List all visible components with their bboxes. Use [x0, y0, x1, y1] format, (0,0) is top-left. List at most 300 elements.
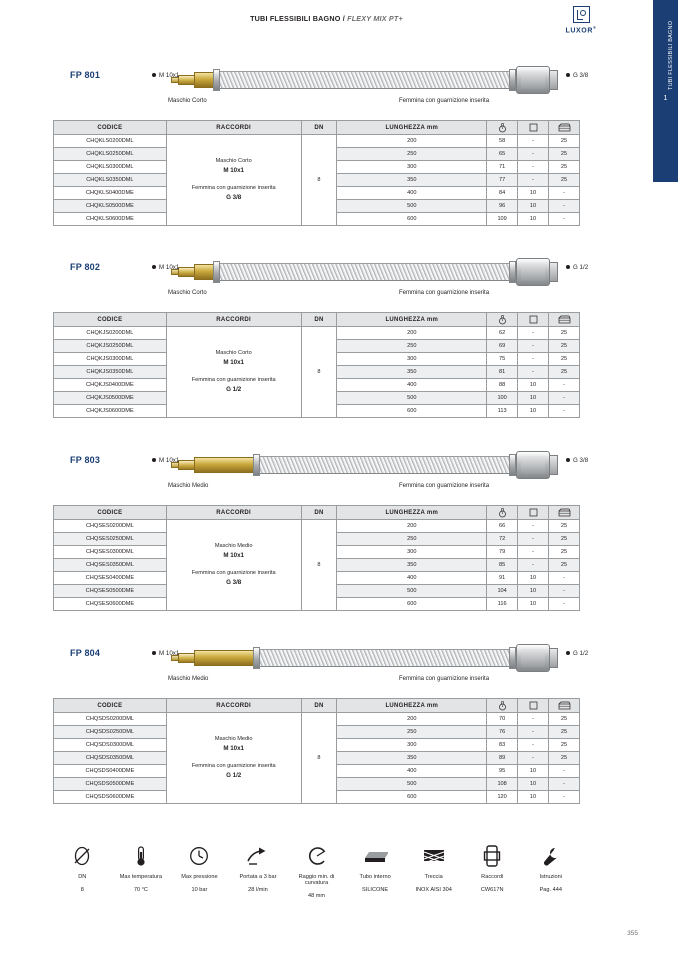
logo-mark-icon — [573, 6, 590, 23]
th-pressure-gauge-icon — [487, 699, 518, 713]
caption-right: Femmina con guarnizione inserita — [399, 98, 490, 104]
th-codice: CODICE — [54, 699, 167, 713]
cell-package: 25 — [549, 161, 580, 174]
caption-right: Femmina con guarnizione inserita — [399, 290, 490, 296]
cell-codice: CHQSES0400DME — [54, 572, 167, 585]
th-box-icon — [518, 699, 549, 713]
spec-label: Raccordi — [481, 874, 504, 880]
thread-right — [566, 650, 588, 657]
collar-right — [509, 261, 516, 283]
cell-codice: CHQKJS0600DME — [54, 405, 167, 418]
cell-package: 25 — [549, 366, 580, 379]
cell-package: - — [549, 778, 580, 791]
cell-lunghezza: 500 — [337, 585, 487, 598]
cell-codice: CHQSES0500DME — [54, 585, 167, 598]
logo-wordmark — [557, 25, 605, 34]
section-tab-label: TUBI FLESSIBILI BAGNO — [668, 20, 674, 90]
table-header-row — [54, 313, 580, 327]
cell-lunghezza: 250 — [337, 148, 487, 161]
female-nut — [516, 66, 550, 94]
table-header-row — [54, 699, 580, 713]
cell-package: 25 — [549, 546, 580, 559]
cell-codice: CHQSES0200DML — [54, 520, 167, 533]
raccordi-line2: M 10x1 — [223, 552, 244, 560]
cell-box: - — [518, 174, 549, 187]
cell-codice: CHQSES0250DML — [54, 533, 167, 546]
cell-pressure: 91 — [487, 572, 518, 585]
cell-raccordi — [166, 135, 301, 226]
cell-box: - — [518, 161, 549, 174]
flow-rate-icon — [229, 845, 288, 871]
braid-icon — [404, 845, 463, 871]
thread-left-label: M 10x1 — [159, 650, 180, 657]
thread-right-label: G 1/2 — [573, 650, 589, 657]
cell-codice: CHQKLS0250DML — [54, 148, 167, 161]
spec-value: 70 °C — [133, 887, 148, 893]
th-raccordi: RACCORDI — [166, 121, 301, 135]
raccordi-line1: Maschio Corto — [215, 158, 252, 165]
cell-lunghezza: 350 — [337, 366, 487, 379]
cell-box: 10 — [518, 187, 549, 200]
cell-codice: CHQKJS0250DML — [54, 340, 167, 353]
cell-dn: 8 — [301, 520, 337, 611]
cell-codice: CHQKLS0300DML — [54, 161, 167, 174]
cell-pressure: 108 — [487, 778, 518, 791]
cell-package: 25 — [549, 739, 580, 752]
th-codice: CODICE — [54, 313, 167, 327]
cell-codice: CHQSES0350DML — [54, 559, 167, 572]
cell-codice: CHQKLS0500DME — [54, 200, 167, 213]
cell-lunghezza: 350 — [337, 559, 487, 572]
thread-right — [566, 72, 588, 79]
cell-package: 25 — [549, 174, 580, 187]
bullet-icon — [152, 265, 156, 269]
cell-box: - — [518, 353, 549, 366]
cell-package: 25 — [549, 327, 580, 340]
cell-box: 10 — [518, 765, 549, 778]
manometer-icon — [170, 845, 229, 871]
cell-package: - — [549, 765, 580, 778]
product-illustration — [150, 60, 560, 100]
cell-codice: CHQKLS0200DML — [54, 135, 167, 148]
section-tab — [653, 0, 678, 182]
raccordi-line3: Femmina con guarnizione inserita — [191, 570, 276, 577]
cell-package: 25 — [549, 520, 580, 533]
bullet-icon — [152, 651, 156, 655]
spec-item-flow-rate — [229, 845, 288, 899]
thread-left — [152, 264, 179, 271]
collar-right — [509, 454, 516, 476]
bullet-icon — [152, 458, 156, 462]
cell-box: 10 — [518, 200, 549, 213]
braided-hose — [260, 456, 512, 474]
cell-package: - — [549, 213, 580, 226]
spec-table — [53, 312, 580, 418]
spec-item-dn — [53, 845, 112, 899]
cell-package: - — [549, 585, 580, 598]
raccordi-line4: G 3/8 — [226, 193, 242, 201]
table-row — [54, 135, 580, 148]
product-illustration — [150, 252, 560, 292]
cell-box: - — [518, 546, 549, 559]
bend-radius-icon — [287, 845, 346, 871]
spec-label: Max pressione — [181, 874, 218, 880]
cell-box: - — [518, 327, 549, 340]
cell-box: 10 — [518, 598, 549, 611]
cell-pressure: 83 — [487, 739, 518, 752]
th-codice: CODICE — [54, 506, 167, 520]
cell-pressure: 76 — [487, 726, 518, 739]
cell-box: - — [518, 366, 549, 379]
cell-box: 10 — [518, 405, 549, 418]
th-lunghezza: LUNGHEZZA mm — [337, 506, 487, 520]
caption-left: Maschio Corto — [168, 98, 207, 104]
cell-box: - — [518, 148, 549, 161]
brand-logo — [557, 6, 605, 40]
cell-package: - — [549, 392, 580, 405]
cell-codice: CHQSDS0600DME — [54, 791, 167, 804]
cell-box: 10 — [518, 213, 549, 226]
table-header-row — [54, 121, 580, 135]
th-box-icon — [518, 506, 549, 520]
cell-lunghezza: 500 — [337, 200, 487, 213]
cell-pressure: 96 — [487, 200, 518, 213]
nut-end — [549, 70, 558, 90]
raccordi-line4: G 1/2 — [226, 385, 242, 393]
spec-table — [53, 505, 580, 611]
cell-codice: CHQKLS0350DML — [54, 174, 167, 187]
cell-box: 10 — [518, 791, 549, 804]
th-dn: DN — [301, 121, 337, 135]
thread-left-label: M 10x1 — [159, 72, 180, 79]
th-codice: CODICE — [54, 121, 167, 135]
cell-pressure: 71 — [487, 161, 518, 174]
thermometer-icon — [112, 845, 171, 871]
cell-raccordi — [166, 713, 301, 804]
cell-lunghezza: 250 — [337, 533, 487, 546]
product-code: FP 801 — [70, 70, 101, 80]
raccordi-line2: M 10x1 — [223, 745, 244, 753]
spec-label: Tubo interno — [359, 874, 391, 880]
cell-codice: CHQSDS0250DML — [54, 726, 167, 739]
cell-pressure: 70 — [487, 713, 518, 726]
brass-fitting — [194, 650, 260, 666]
th-raccordi: RACCORDI — [166, 313, 301, 327]
cell-pressure: 79 — [487, 546, 518, 559]
raccordi-line1: Maschio Medio — [214, 736, 253, 743]
cell-lunghezza: 200 — [337, 520, 487, 533]
th-box-icon — [518, 121, 549, 135]
cell-box: - — [518, 135, 549, 148]
cell-box: - — [518, 713, 549, 726]
cell-pressure: 100 — [487, 392, 518, 405]
cell-codice: CHQKJS0200DML — [54, 327, 167, 340]
cell-package: - — [549, 791, 580, 804]
female-nut — [516, 644, 550, 672]
page-title-sep: / — [340, 14, 348, 23]
cell-dn: 8 — [301, 135, 337, 226]
cell-pressure: 95 — [487, 765, 518, 778]
cell-lunghezza: 500 — [337, 778, 487, 791]
spec-table — [53, 698, 580, 804]
cell-pressure: 65 — [487, 148, 518, 161]
braided-hose — [260, 649, 512, 667]
spec-label: Raggio min. di curvatura — [298, 874, 335, 886]
thread-left-label: M 10x1 — [159, 457, 180, 464]
th-package-icon — [549, 699, 580, 713]
raccordi-line1: Maschio Corto — [215, 350, 252, 357]
th-dn: DN — [301, 313, 337, 327]
cell-lunghezza: 600 — [337, 791, 487, 804]
table-row — [54, 520, 580, 533]
cell-box: - — [518, 739, 549, 752]
nut-end — [549, 648, 558, 668]
raccordi-line4: G 1/2 — [226, 771, 242, 779]
cell-box: - — [518, 533, 549, 546]
spec-label: Max temperatura — [119, 874, 162, 880]
table-header-row — [54, 506, 580, 520]
cell-pressure: 69 — [487, 340, 518, 353]
cell-pressure: 77 — [487, 174, 518, 187]
cell-pressure: 109 — [487, 213, 518, 226]
braided-hose — [220, 263, 512, 281]
cell-box: 10 — [518, 585, 549, 598]
cell-codice: CHQSES0600DME — [54, 598, 167, 611]
cell-lunghezza: 200 — [337, 135, 487, 148]
th-pressure-gauge-icon — [487, 506, 518, 520]
th-dn: DN — [301, 506, 337, 520]
thread-right-label: G 1/2 — [573, 264, 589, 271]
logo-registered-mark: ® — [592, 25, 597, 30]
cell-codice: CHQSDS0500DME — [54, 778, 167, 791]
cell-codice: CHQSDS0300DML — [54, 739, 167, 752]
cell-package: 25 — [549, 340, 580, 353]
spec-value: 8 — [80, 887, 84, 893]
table-row — [54, 327, 580, 340]
cell-box: - — [518, 752, 549, 765]
nut-end — [549, 455, 558, 475]
cell-box: 10 — [518, 392, 549, 405]
spec-value: INOX AISI 304 — [415, 887, 452, 893]
product-code: FP 803 — [70, 455, 101, 465]
spec-item-fittings — [463, 845, 522, 899]
cell-lunghezza: 400 — [337, 379, 487, 392]
inner-tube-icon — [346, 845, 405, 871]
page-number: 355 — [627, 930, 638, 937]
cell-dn: 8 — [301, 327, 337, 418]
female-nut — [516, 451, 550, 479]
cell-dn: 8 — [301, 713, 337, 804]
spec-table — [53, 120, 580, 226]
thread-left — [152, 72, 179, 79]
th-box-icon — [518, 313, 549, 327]
caption-right: Femmina con guarnizione inserita — [399, 483, 490, 489]
table-row — [54, 713, 580, 726]
spec-label: Istruzioni — [539, 874, 562, 880]
cell-codice: CHQSDS0400DME — [54, 765, 167, 778]
cell-lunghezza: 250 — [337, 726, 487, 739]
th-pressure-gauge-icon — [487, 313, 518, 327]
cell-box: 10 — [518, 572, 549, 585]
cell-package: 25 — [549, 713, 580, 726]
bullet-icon — [152, 73, 156, 77]
cell-package: 25 — [549, 533, 580, 546]
cell-raccordi — [166, 327, 301, 418]
th-package-icon — [549, 121, 580, 135]
cell-pressure: 104 — [487, 585, 518, 598]
logo-word-text: LUXOR — [565, 27, 593, 35]
thread-right — [566, 457, 588, 464]
cell-box: - — [518, 559, 549, 572]
cell-lunghezza: 600 — [337, 598, 487, 611]
female-nut — [516, 258, 550, 286]
raccordi-line3: Femmina con guarnizione inserita — [191, 763, 276, 770]
cell-pressure: 72 — [487, 533, 518, 546]
cell-codice: CHQKLS0400DME — [54, 187, 167, 200]
cell-lunghezza: 500 — [337, 392, 487, 405]
fittings-icon — [463, 845, 522, 871]
bullet-icon — [566, 651, 570, 655]
cell-pressure: 113 — [487, 405, 518, 418]
cell-lunghezza: 600 — [337, 405, 487, 418]
cell-lunghezza: 250 — [337, 340, 487, 353]
cell-pressure: 84 — [487, 187, 518, 200]
cell-package: - — [549, 572, 580, 585]
cell-pressure: 75 — [487, 353, 518, 366]
cell-lunghezza: 400 — [337, 765, 487, 778]
cell-box: - — [518, 520, 549, 533]
raccordi-line2: M 10x1 — [223, 359, 244, 367]
raccordi-line1: Maschio Medio — [214, 543, 253, 550]
cell-codice: CHQSDS0350DML — [54, 752, 167, 765]
spec-item-braid — [404, 845, 463, 899]
spec-label: DN — [78, 874, 87, 880]
spec-value: 48 mm — [307, 893, 326, 899]
cell-pressure: 116 — [487, 598, 518, 611]
cell-pressure: 89 — [487, 752, 518, 765]
page-title-bold: TUBI FLESSIBILI BAGNO — [250, 14, 341, 23]
raccordi-line3: Femmina con guarnizione inserita — [191, 377, 276, 384]
cell-lunghezza: 200 — [337, 713, 487, 726]
product-illustration — [150, 638, 560, 678]
raccordi-line4: G 3/8 — [226, 578, 242, 586]
page-title — [0, 14, 653, 23]
spec-value: SILICONE — [362, 887, 389, 893]
collar-right — [509, 69, 516, 91]
spec-value: 10 bar — [191, 887, 208, 893]
brass-fitting — [194, 457, 260, 473]
th-lunghezza: LUNGHEZZA mm — [337, 313, 487, 327]
section-tab-number: 1 — [663, 95, 668, 102]
cell-lunghezza: 400 — [337, 187, 487, 200]
spec-item-bend-radius — [287, 845, 346, 899]
wrench-icon — [522, 845, 581, 871]
cell-lunghezza: 600 — [337, 213, 487, 226]
raccordi-line2: M 10x1 — [223, 167, 244, 175]
th-raccordi: RACCORDI — [166, 699, 301, 713]
cell-lunghezza: 300 — [337, 353, 487, 366]
th-package-icon — [549, 506, 580, 520]
spec-item-max-pressure — [170, 845, 229, 899]
nut-end — [549, 262, 558, 282]
cell-package: 25 — [549, 353, 580, 366]
thread-left-label: M 10x1 — [159, 264, 180, 271]
braided-hose — [220, 71, 512, 89]
cell-package: - — [549, 379, 580, 392]
cell-pressure: 66 — [487, 520, 518, 533]
th-lunghezza: LUNGHEZZA mm — [337, 121, 487, 135]
collar-right — [509, 647, 516, 669]
cell-pressure: 58 — [487, 135, 518, 148]
cell-box: 10 — [518, 379, 549, 392]
collar-left — [253, 454, 260, 476]
spec-value: 28 l/min — [248, 887, 268, 893]
cell-package: 25 — [549, 135, 580, 148]
cell-package: 25 — [549, 559, 580, 572]
caption-right: Femmina con guarnizione inserita — [399, 676, 490, 682]
cell-lunghezza: 200 — [337, 327, 487, 340]
collar-left — [213, 69, 220, 91]
caption-left: Maschio Medio — [168, 483, 209, 489]
thread-right — [566, 264, 588, 271]
bullet-icon — [566, 265, 570, 269]
diameter-icon — [53, 845, 112, 871]
thread-right-label: G 3/8 — [573, 457, 589, 464]
spec-item-inner-tube — [346, 845, 405, 899]
cell-package: - — [549, 200, 580, 213]
cell-pressure: 85 — [487, 559, 518, 572]
cell-package: 25 — [549, 752, 580, 765]
cell-package: - — [549, 405, 580, 418]
cell-raccordi — [166, 520, 301, 611]
collar-left — [253, 647, 260, 669]
page-header — [0, 0, 653, 50]
cell-codice: CHQSDS0200DML — [54, 713, 167, 726]
cell-lunghezza: 300 — [337, 739, 487, 752]
th-package-icon — [549, 313, 580, 327]
cell-package: 25 — [549, 148, 580, 161]
cell-package: - — [549, 187, 580, 200]
page-title-light: FLEXY MIX PT+ — [347, 14, 403, 23]
th-lunghezza: LUNGHEZZA mm — [337, 699, 487, 713]
cell-pressure: 120 — [487, 791, 518, 804]
cell-package: - — [549, 598, 580, 611]
cell-pressure: 81 — [487, 366, 518, 379]
cell-box: - — [518, 340, 549, 353]
cell-codice: CHQSES0300DML — [54, 546, 167, 559]
caption-left: Maschio Medio — [168, 676, 209, 682]
th-pressure-gauge-icon — [487, 121, 518, 135]
cell-codice: CHQKJS0350DML — [54, 366, 167, 379]
caption-left: Maschio Corto — [168, 290, 207, 296]
product-code: FP 802 — [70, 262, 101, 272]
thread-left — [152, 457, 179, 464]
spec-item-max-temperature — [112, 845, 171, 899]
cell-lunghezza: 400 — [337, 572, 487, 585]
spec-value: CW617N — [480, 887, 504, 893]
cell-codice: CHQKLS0600DME — [54, 213, 167, 226]
cell-box: 10 — [518, 778, 549, 791]
thread-left — [152, 650, 179, 657]
spec-label: Portata a 3 bar — [239, 874, 277, 880]
cell-lunghezza: 300 — [337, 546, 487, 559]
cell-package: 25 — [549, 726, 580, 739]
cell-box: - — [518, 726, 549, 739]
collar-left — [213, 261, 220, 283]
spec-item-instructions — [522, 845, 581, 899]
cell-lunghezza: 300 — [337, 161, 487, 174]
cell-lunghezza: 350 — [337, 752, 487, 765]
